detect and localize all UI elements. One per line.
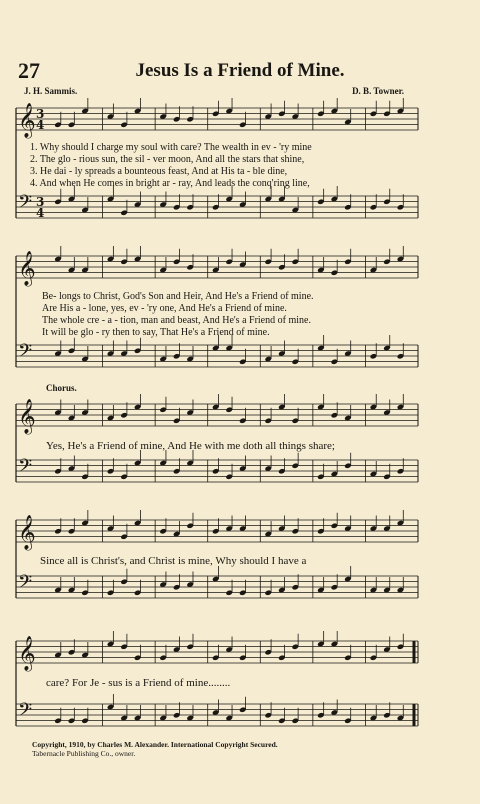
time-signature-top: 3 <box>36 107 45 121</box>
time-signature-top: 3 <box>36 195 45 209</box>
bass-clef-icon: 𝄢 <box>18 572 33 597</box>
staff-lines <box>16 108 418 726</box>
verse-3-line-2: The whole cre - a - tion, man and beast, And He's a Friend of mine. <box>42 315 311 326</box>
hymn-number: 27 <box>18 58 40 83</box>
bass-clef-icon: 𝄢 <box>18 341 33 366</box>
chorus-line-3: care? For Je - sus is a Friend of mine........ <box>46 677 231 689</box>
chorus-line-2: Since all is Christ's, and Christ is mine, Why should I have a <box>40 555 307 567</box>
verse-2-line-1: 2. The glo - rious sun, the sil - ver moon, And all the stars that shine, <box>30 154 305 165</box>
treble-clef-icon: 𝄞 <box>18 515 36 550</box>
lyricist-credit: J. H. Sammis. <box>24 86 78 96</box>
publisher-line: Tabernacle Publishing Co., owner. <box>32 749 136 759</box>
verse-4-line-1: 4. And when He comes in bright ar - ray, And leads the conq'ring line, <box>30 178 310 189</box>
copyright-notice <box>32 740 278 759</box>
treble-clef-icon: 𝄞 <box>18 636 36 671</box>
hymn-title: Jesus Is a Friend of Mine. <box>135 60 345 81</box>
chorus-line-1: Yes, He's a Friend of mine, And He with me doth all things share; <box>46 440 335 452</box>
treble-clef-icon: 𝄞 <box>18 399 36 434</box>
time-signature-bottom: 4 <box>36 118 45 132</box>
bass-clef-icon: 𝄢 <box>18 192 33 217</box>
notes <box>54 98 404 724</box>
copyright-line: Copyright, 1910, by Charles M. Alexander. International Copyright Secured. <box>32 740 278 749</box>
verse-2-line-2: Are His a - lone, yes, ev - 'ry one, And He's a Friend of mine. <box>42 303 287 314</box>
chorus-label: Chorus. <box>46 383 77 393</box>
time-signature-bottom: 4 <box>36 206 45 220</box>
treble-clef-icon: 𝄞 <box>18 103 36 138</box>
verse-4-line-2: It will be glo - ry then to say, That He's a Friend of mine. <box>42 327 270 338</box>
bass-clef-icon: 𝄢 <box>18 456 33 481</box>
treble-clef-icon: 𝄞 <box>18 251 36 286</box>
verse-1-line-1: 1. Why should I charge my soul with care? The wealth in ev - 'ry mine <box>30 142 312 153</box>
bass-clef-icon: 𝄢 <box>18 700 33 725</box>
verse-3-line-1: 3. He dai - ly spreads a bounteous feast, And at His ta - ble dine, <box>30 166 288 177</box>
verse-1-line-2: Be- longs to Christ, God's Son and Heir, And He's a Friend of mine. <box>42 291 314 302</box>
composer-credit: D. B. Towner. <box>352 86 404 96</box>
clefs-and-signatures <box>18 103 44 725</box>
